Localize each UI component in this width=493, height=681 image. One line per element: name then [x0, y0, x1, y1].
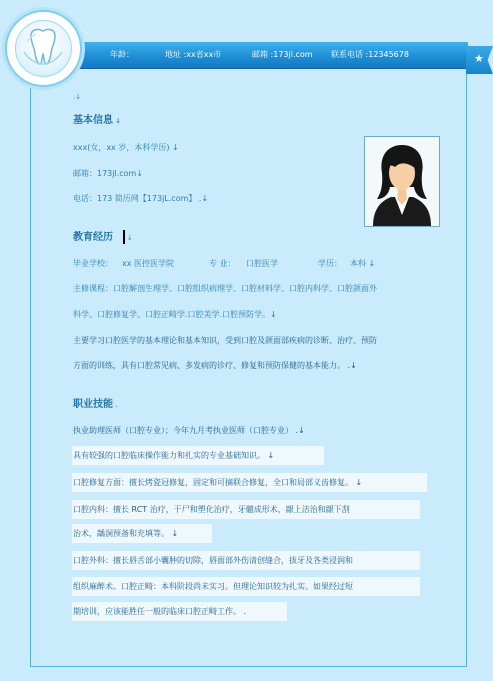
- study-line-2: 方面的训练，具有口腔常见病、多发病的诊疗、修复和预防保健的基本能力。 .↓: [73, 361, 357, 370]
- skill-line-6: 口腔外科：擅长唇舌部小囊肿的切除，唇面部外伤清创缝合，拔牙及各类浸润和: [73, 556, 353, 565]
- skill-line-3: 口腔修复方面：擅长烤瓷冠修复，固定和可摘联合修复，全口和局部义齿修复。 ↓: [73, 478, 363, 487]
- paragraph-mark: ↓: [127, 234, 133, 242]
- skill-line-7: 组织麻醉术。口腔正畸：本科阶段尚未实习。但理论知识较为扎实。如果经过短: [73, 582, 353, 591]
- skill-line-8-text: 期培训，应该能胜任一般的临床口腔正畸工作。: [73, 607, 241, 616]
- tooth-icon: [7, 12, 80, 85]
- section-title-education: [73, 231, 113, 245]
- avatar-silhouette-icon: [365, 137, 439, 226]
- section-title-skills-text: 职业技能: [73, 399, 113, 410]
- skill-line-5: 治术，龋洞预备和充填等。 ↓: [73, 529, 179, 538]
- section-title-basic: 基本信息 ↓: [73, 115, 122, 126]
- major-value: 口腔医学: [246, 259, 278, 268]
- skill-line-8: 期培训，应该能胜任一般的临床口腔正畸工作。 .: [73, 607, 247, 616]
- basic-line-2-text: 邮箱：173jl.com: [73, 169, 137, 178]
- header-age: 年龄：: [110, 50, 134, 59]
- basic-line-2: 邮箱：173jl.com↓: [73, 169, 144, 178]
- skill-line-2-text: 具有较强的口腔临床操作能力和扎实的专业基础知识。: [73, 451, 265, 460]
- course-line-2: 科学、口腔修复学、口腔正畸学.口腔美学.口腔预防学。↓: [73, 310, 277, 319]
- star-icon: ★: [474, 52, 484, 65]
- skill-line-1-text: 执业助理医师（口腔专业）；今年九月考执业医师（口腔专业）: [73, 426, 293, 435]
- section-title-skills: 职业技能 .: [73, 399, 118, 410]
- basic-line-1: xxx(女，xx 岁，本科学历) ↓: [73, 143, 179, 152]
- skill-line-4: 口腔内科：擅长 RCT 治疗，干尸和塑化治疗，牙髓成形术，龈上洁治和龈下刮: [73, 505, 350, 514]
- basic-line-3-text: 电话：173 简历网【173jL.com】: [73, 194, 197, 203]
- header-address: 地址 :xx省xx市: [165, 50, 222, 59]
- basic-line-3: 电话：173 简历网【173jL.com】 .↓: [73, 194, 209, 203]
- profile-photo: [364, 136, 440, 227]
- skill-line-5-text: 治术，龋洞预备和充填等。: [73, 529, 169, 538]
- text-cursor: [123, 230, 125, 244]
- study-line-2-text: 方面的训练，具有口腔常见病、多发病的诊疗、修复和预防保健的基本能力。: [73, 361, 345, 370]
- school-value: xx 医控医学院: [122, 259, 175, 268]
- degree-value: 本科 ↓: [350, 259, 376, 268]
- study-line-1: 主要学习口腔医学的基本理论和基本知识，受到口腔及颌面部疾病的诊断、治疗、预防: [73, 336, 377, 345]
- section-title-basic-text: 基本信息: [73, 115, 113, 126]
- skill-line-3-text: 口腔修复方面：擅长烤瓷冠修复，固定和可摘联合修复，全口和局部义齿修复。: [73, 478, 353, 487]
- tooth-logo-badge: [5, 10, 82, 87]
- skill-line-2: 具有较强的口腔临床操作能力和扎实的专业基础知识。 ↓: [73, 451, 275, 460]
- paragraph-mark: .↓: [73, 93, 82, 101]
- degree-value-text: 本科: [350, 259, 366, 268]
- header-email: 邮箱 :173jl.com: [252, 50, 313, 59]
- course-line-2-text: 科学、口腔修复学、口腔正畸学.口腔美学.口腔预防学。: [73, 310, 271, 319]
- header-phone: 联系电话 :12345678: [331, 50, 409, 59]
- skill-line-1: 执业助理医师（口腔专业）；今年九月考执业医师（口腔专业） .↓: [73, 426, 305, 435]
- major-label: 专 业：: [209, 259, 236, 268]
- basic-line-1-text: xxx(女，xx 岁，本科学历): [73, 143, 170, 152]
- section-title-education-text: 教育经历: [73, 232, 113, 243]
- course-line-1: 主修课程：口腔解剖生理学、口腔组织病理学、口腔材料学、口腔内科学、口腔颌面外: [73, 284, 377, 293]
- degree-label: 学历：: [318, 259, 342, 268]
- school-label: 毕业学校：: [73, 259, 113, 268]
